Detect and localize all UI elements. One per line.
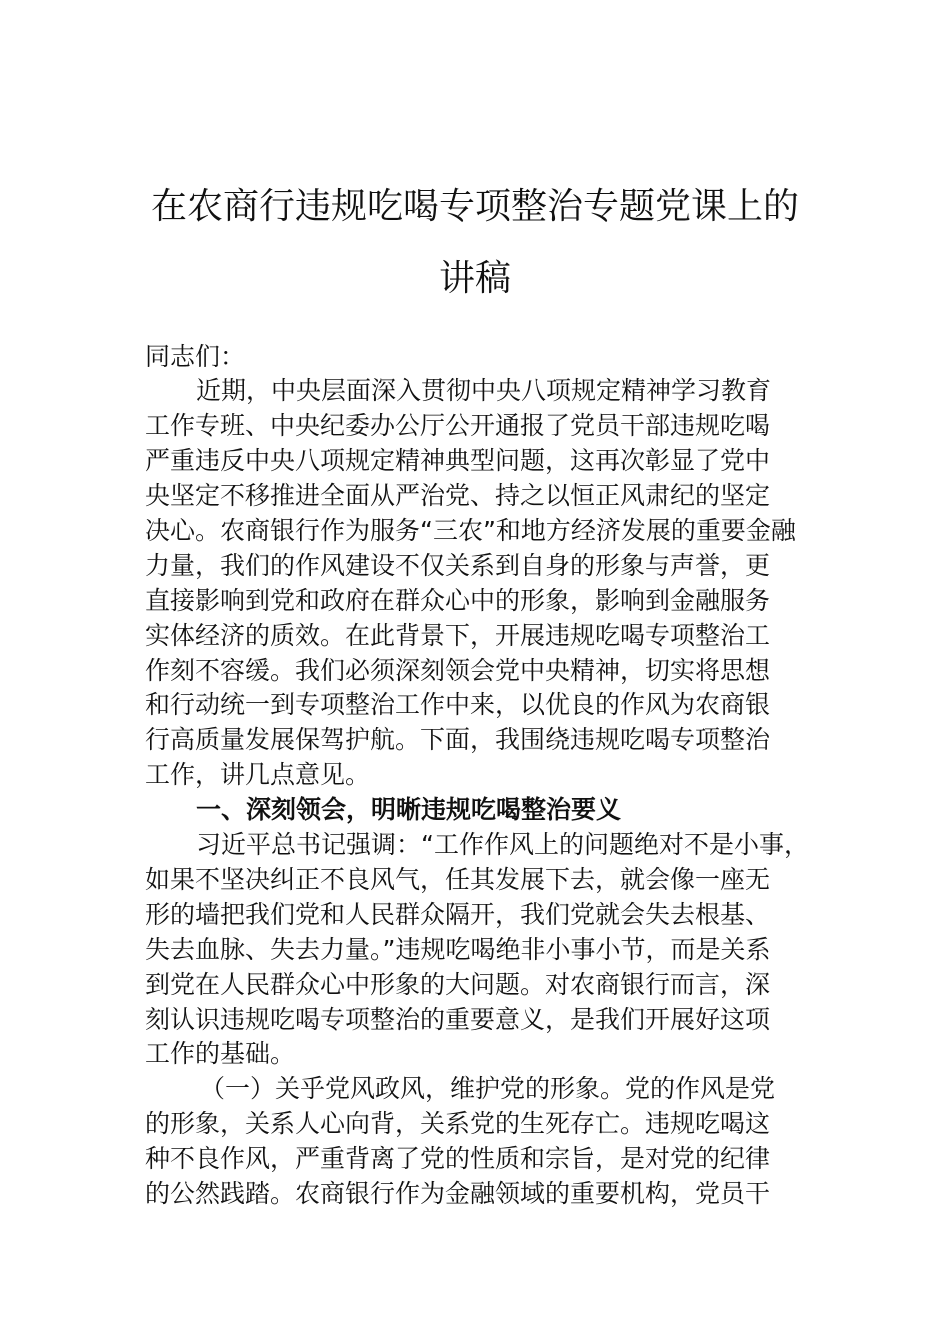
paragraph-line: 力量，我们的作风建设不仅关系到自身的形象与声誉，更 (145, 551, 771, 580)
paragraph-line: 习近平总书记强调：“工作作风上的问题绝对不是小事， (196, 830, 809, 859)
paragraph-line: 的公然践踏。农商银行作为金融领域的重要机构，党员干 (145, 1179, 771, 1208)
salutation: 同志们： (145, 342, 246, 371)
title-line-1: 在农商行违规吃喝专项整治专题党课上的 (150, 186, 799, 227)
paragraph-line: 种不良作风，严重背离了党的性质和宗旨，是对党的纪律 (145, 1144, 771, 1173)
paragraph-line: 失去血脉、失去力量。”违规吃喝绝非小事小节，而是关系 (145, 935, 771, 964)
paragraph-line: 的形象，关系人心向背，关系党的生死存亡。违规吃喝这 (145, 1109, 771, 1138)
subsection-line: （一）关乎党风政风，维护党的形象。党的作风是党 (200, 1074, 776, 1103)
paragraph-line: 到党在人民群众心中形象的大问题。对农商银行而言，深 (145, 970, 771, 999)
paragraph-line: 央坚定不移推进全面从严治党、持之以恒正风肃纪的坚定 (145, 481, 771, 510)
paragraph-line: 作刻不容缓。我们必须深刻领会党中央精神，切实将思想 (145, 656, 771, 685)
paragraph-line: 决心。农商银行作为服务“三农”和地方经济发展的重要金融 (145, 516, 796, 545)
paragraph-line: 工作专班、中央纪委办公厅公开通报了党员干部违规吃喝 (145, 411, 771, 440)
paragraph-line: 工作，讲几点意见。 (145, 760, 371, 789)
paragraph-line: 和行动统一到专项整治工作中来，以优良的作风为农商银 (145, 690, 771, 719)
paragraph-line: 直接影响到党和政府在群众心中的形象，影响到金融服务 (145, 586, 771, 615)
title-line-2: 讲稿 (438, 258, 511, 299)
paragraph-line: 如果不坚决纠正不良风气，任其发展下去，就会像一座无 (145, 865, 771, 894)
paragraph-line: 形的墙把我们党和人民群众隔开，我们党就会失去根基、 (145, 900, 771, 929)
section-heading: 一、深刻领会，明晰违规吃喝整治要义 (196, 795, 622, 824)
paragraph-line: 实体经济的质效。在此背景下，开展违规吃喝专项整治工 (145, 621, 771, 650)
paragraph-line: 行高质量发展保驾护航。下面，我围绕违规吃喝专项整治 (145, 725, 771, 754)
paragraph-line: 工作的基础。 (145, 1039, 296, 1068)
paragraph-line: 严重违反中央八项规定精神典型问题，这再次彰显了党中 (145, 446, 771, 475)
paragraph-line: 近期，中央层面深入贯彻中央八项规定精神学习教育 (196, 376, 772, 405)
paragraph-line: 刻认识违规吃喝专项整治的重要意义，是我们开展好这项 (145, 1005, 771, 1034)
